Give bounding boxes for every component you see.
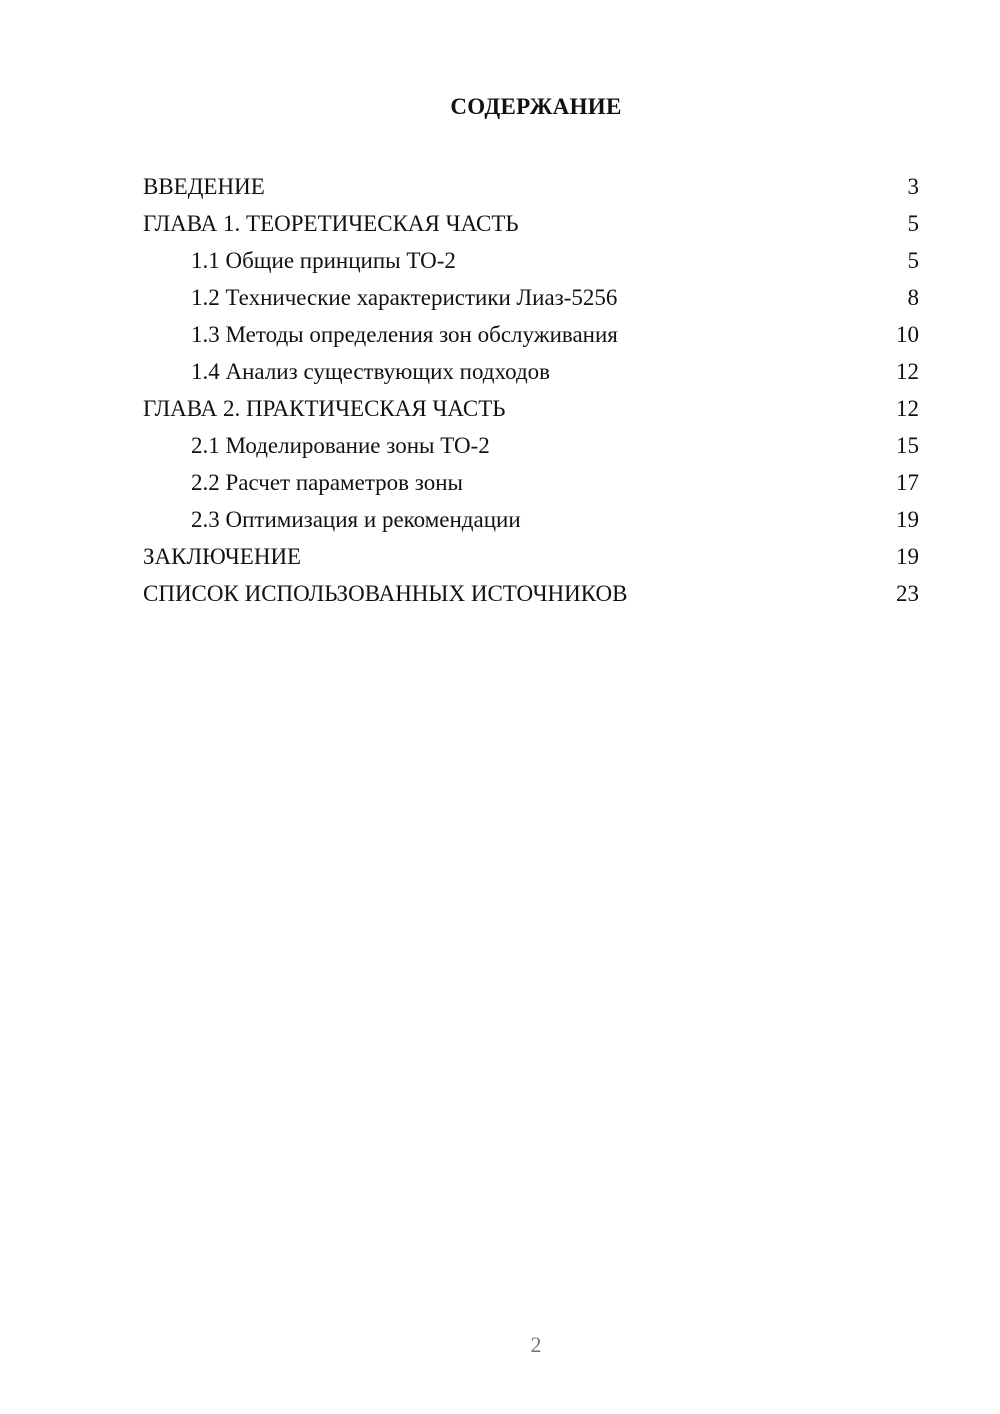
toc-entry[interactable] xyxy=(143,575,919,612)
toc-entry-page: 15 xyxy=(896,433,919,458)
toc-entry-label: 1.1 Общие принципы ТО-2 xyxy=(191,248,456,273)
toc-subentry[interactable] xyxy=(143,316,919,353)
page-number: 2 xyxy=(530,1332,542,1357)
toc-entry-page: 12 xyxy=(896,396,919,421)
toc-subentry[interactable] xyxy=(143,464,919,501)
toc-entry-page: 5 xyxy=(907,211,919,236)
toc-subentry[interactable] xyxy=(143,279,919,316)
toc-entry[interactable] xyxy=(143,390,919,427)
toc-subentry[interactable] xyxy=(143,353,919,390)
toc-entry-page: 19 xyxy=(896,544,919,569)
table-of-contents xyxy=(143,168,919,612)
toc-entry-page: 17 xyxy=(896,470,919,495)
toc-entry-label: ЗАКЛЮЧЕНИЕ xyxy=(143,544,302,569)
toc-subentry[interactable] xyxy=(143,501,919,538)
toc-entry[interactable] xyxy=(143,168,919,205)
toc-entry-label: 1.4 Анализ существующих подходов xyxy=(191,359,551,384)
toc-entry-label: 1.3 Методы определения зон обслуживания xyxy=(191,322,618,347)
toc-entry-page: 19 xyxy=(896,507,919,532)
toc-entry-label: ВВЕДЕНИЕ xyxy=(143,174,265,199)
toc-entry-page: 12 xyxy=(896,359,919,384)
toc-entry-page: 8 xyxy=(907,285,919,310)
toc-entry-page: 23 xyxy=(896,581,919,606)
toc-entry-label: СПИСОК ИСПОЛЬЗОВАННЫХ ИСТОЧНИКОВ xyxy=(143,581,628,606)
toc-subentry[interactable] xyxy=(143,427,919,464)
toc-entry-label: ГЛАВА 1. ТЕОРЕТИЧЕСКАЯ ЧАСТЬ xyxy=(143,211,519,236)
toc-entry-label: 2.1 Моделирование зоны ТО-2 xyxy=(191,433,490,458)
toc-entry-page: 10 xyxy=(896,322,919,347)
toc-entry-label: 2.2 Расчет параметров зоны xyxy=(191,470,463,495)
toc-entry-label: 1.2 Технические характеристики Лиаз-5256 xyxy=(191,285,618,310)
toc-entry-page: 3 xyxy=(907,174,919,199)
toc-entry[interactable] xyxy=(143,538,919,575)
toc-entry-page: 5 xyxy=(907,248,919,273)
toc-subentry[interactable] xyxy=(143,242,919,279)
toc-entry-label: 2.3 Оптимизация и рекомендации xyxy=(191,507,521,532)
toc-entry[interactable] xyxy=(143,205,919,242)
toc-entry-label: ГЛАВА 2. ПРАКТИЧЕСКАЯ ЧАСТЬ xyxy=(143,396,506,421)
page-title: СОДЕРЖАНИЕ xyxy=(450,94,622,119)
